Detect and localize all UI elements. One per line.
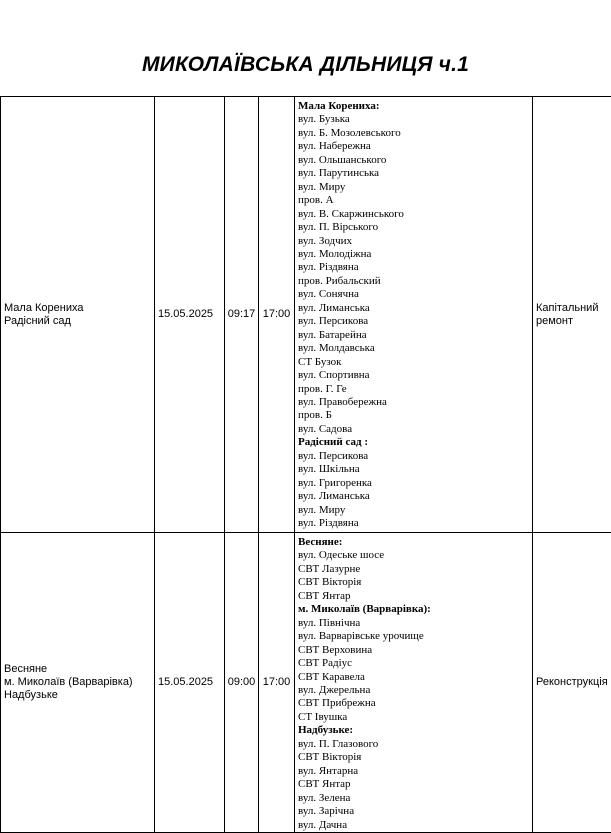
- street-item: СВТ Верховина: [298, 644, 532, 657]
- street-item: вул. Зарічна: [298, 805, 532, 818]
- streets-cell: [295, 533, 533, 833]
- street-item: вул. Парутинська: [298, 167, 532, 180]
- date-cell: 15.05.2025: [155, 97, 225, 533]
- settlement-heading: Весняне:: [298, 536, 532, 549]
- street-item: вул. Персикова: [298, 450, 532, 463]
- street-item: пров. А: [298, 194, 532, 207]
- end-time-cell: 17:00: [259, 533, 295, 833]
- street-item: СВТ Янтар: [298, 778, 532, 791]
- street-item: вул. Миру: [298, 504, 532, 517]
- location-name: м. Миколаїв (Варварівка): [4, 676, 154, 689]
- street-item: вул. Джерельна: [298, 684, 532, 697]
- street-item: вул. В. Скаржинського: [298, 208, 532, 221]
- street-item: СВТ Каравела: [298, 671, 532, 684]
- street-item: пров. Б: [298, 409, 532, 422]
- street-item: вул. Бузька: [298, 113, 532, 126]
- reason-cell: [533, 533, 611, 833]
- street-item: вул. Б. Мозолевського: [298, 127, 532, 140]
- street-item: вул. Набережна: [298, 140, 532, 153]
- street-item: вул. Північна: [298, 617, 532, 630]
- settlement-heading: Радісний сад :: [298, 436, 532, 449]
- reason-text: Капітальний: [536, 302, 611, 315]
- street-item: вул. Різдвяна: [298, 261, 532, 274]
- location-name: Весняне: [4, 663, 154, 676]
- street-item: вул. П. Вірського: [298, 221, 532, 234]
- outage-table: [0, 96, 611, 833]
- locations-cell: [1, 533, 155, 833]
- locations-cell: [1, 97, 155, 533]
- street-item: вул. Ольшанського: [298, 154, 532, 167]
- street-item: вул. Янтарна: [298, 765, 532, 778]
- street-item: вул. Варварівське урочище: [298, 630, 532, 643]
- street-item: вул. Одеське шосе: [298, 549, 532, 562]
- start-time-cell: 09:17: [225, 97, 259, 533]
- street-item: СВТ Вікторія: [298, 751, 532, 764]
- streets-cell: [295, 97, 533, 533]
- street-item: вул. Персикова: [298, 315, 532, 328]
- street-item: вул. Лиманська: [298, 490, 532, 503]
- street-item: вул. Дачна: [298, 819, 532, 832]
- street-item: вул. Зелена: [298, 792, 532, 805]
- street-item: вул. Зодчих: [298, 235, 532, 248]
- location-name: Мала Корениха: [4, 302, 154, 315]
- reason-text: Реконструкція: [536, 676, 611, 689]
- street-item: вул. Шкільна: [298, 463, 532, 476]
- street-item: вул. П. Глазового: [298, 738, 532, 751]
- street-item: вул. Миру: [298, 181, 532, 194]
- street-item: вул. Молдавська: [298, 342, 532, 355]
- street-item: СВТ Радіус: [298, 657, 532, 670]
- table-row: [1, 533, 611, 833]
- page-title: МИКОЛАЇВСЬКА ДІЛЬНИЦЯ ч.1: [0, 53, 611, 77]
- street-item: СТ Бузок: [298, 356, 532, 369]
- street-item: СВТ Лазурне: [298, 563, 532, 576]
- settlement-heading: Надбузьке:: [298, 724, 532, 737]
- location-name: Надбузьке: [4, 689, 154, 702]
- location-name: Радісний сад: [4, 315, 154, 328]
- end-time-cell: 17:00: [259, 97, 295, 533]
- date-cell: 15.05.2025: [155, 533, 225, 833]
- street-item: вул. Григоренка: [298, 477, 532, 490]
- reason-cell: [533, 97, 611, 533]
- street-item: вул. Різдвяна: [298, 517, 532, 530]
- street-item: вул. Лиманська: [298, 302, 532, 315]
- street-item: вул. Садова: [298, 423, 532, 436]
- settlement-heading: Мала Корениха:: [298, 100, 532, 113]
- start-time-cell: 09:00: [225, 533, 259, 833]
- settlement-heading: м. Миколаїв (Варварівка):: [298, 603, 532, 616]
- street-item: пров. Г. Ге: [298, 383, 532, 396]
- street-item: СВТ Вікторія: [298, 576, 532, 589]
- street-item: СТ Івушка: [298, 711, 532, 724]
- street-item: вул. Спортивна: [298, 369, 532, 382]
- reason-text: ремонт: [536, 315, 611, 328]
- street-item: пров. Рибальский: [298, 275, 532, 288]
- street-item: вул. Сонячна: [298, 288, 532, 301]
- street-item: вул. Батарейна: [298, 329, 532, 342]
- street-item: СВТ Янтар: [298, 590, 532, 603]
- street-item: СВТ Прибрежна: [298, 697, 532, 710]
- street-item: вул. Правобережна: [298, 396, 532, 409]
- table-row: [1, 97, 611, 533]
- street-item: вул. Молодіжна: [298, 248, 532, 261]
